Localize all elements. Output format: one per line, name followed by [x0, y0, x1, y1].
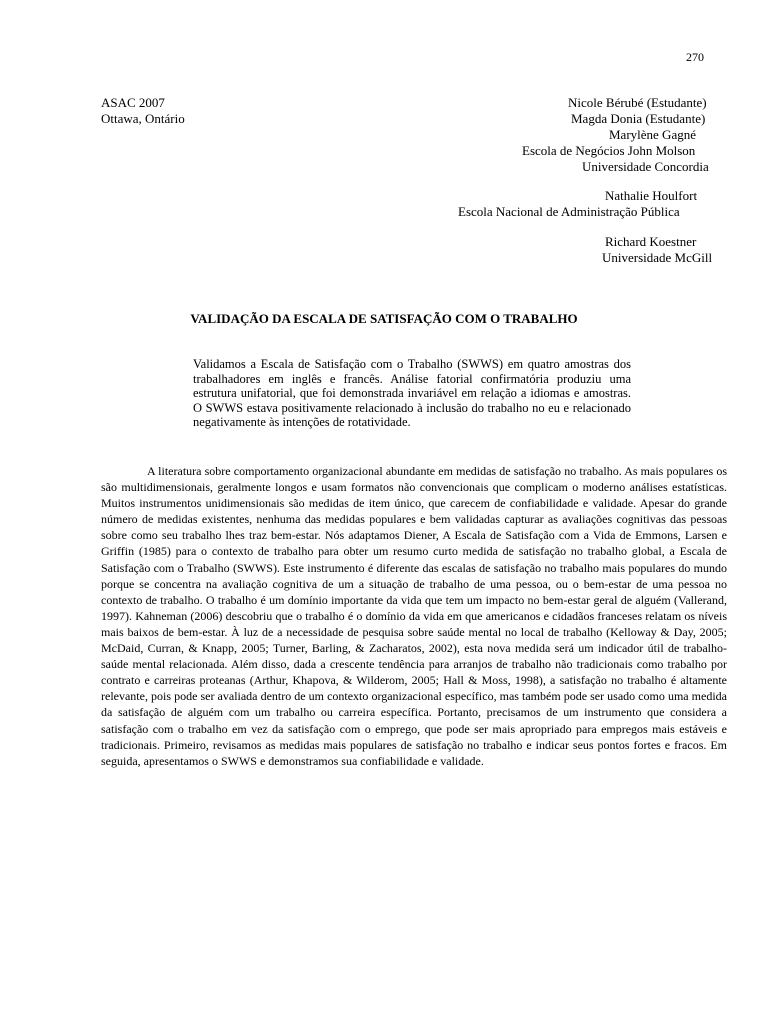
page-number: 270 [686, 50, 704, 64]
author-name: Nicole Bérubé (Estudante) [568, 95, 707, 110]
abstract: Validamos a Escala de Satisfação com o Trabalho (SWWS) em quatro amostras dos trabalhadores em inglês e francês. Análise fatorial confirmatória produziu uma estrutura unifatorial, que foi demonstrada invariável em relação a idiomas e amostras. O SWWS estava positivamente relacionado à inclusão do trabalho no eu e relacionado negativamente às intenções de rotatividade. [193, 357, 631, 429]
author-name: Richard Koestner [605, 234, 697, 249]
conference-location: Ottawa, Ontário [101, 111, 185, 126]
author-affiliation: Universidade Concordia [582, 159, 709, 174]
conference-name: ASAC 2007 [101, 95, 165, 110]
author-name: Magda Donia (Estudante) [571, 111, 706, 126]
author-affiliation: Escola de Negócios John Molson [522, 143, 696, 158]
body-paragraph [101, 463, 727, 769]
author-affiliation: Escola Nacional de Administração Pública [458, 204, 680, 219]
author-name: Nathalie Houlfort [605, 188, 698, 203]
author-affiliation: Universidade McGill [602, 250, 713, 265]
paper-title: VALIDAÇÃO DA ESCALA DE SATISFAÇÃO COM O TRABALHO [190, 311, 578, 326]
conference-info [101, 95, 185, 127]
author-name: Marylène Gagné [609, 127, 696, 142]
body-text: A literatura sobre comportamento organizacional abundante em medidas de satisfação no trabalho. As mais populares os são multidimensionais, geralmente longos e usam formatos não convencionais que complicam o moderno análises estatísticas. Muitos instrumentos unidimensionais são medidas de item único, que carecem de confiabilidade e validade. Apesar do grande número de medidas existentes, nenhuma das medidas populares e bem validadas capturar as avaliações cognitivas das pessoas sobre como seu trabalho lhes traz bem-estar. Nós adaptamos Diener, A Escala de Satisfação com a Vida de Emmons, Larsen e Griffin (1985) para o contexto de trabalho para obter um resumo curto medida de satisfação no trabalho global, a Escala de Satisfação com o Trabalho (SWWS). Este instrumento é diferente das escalas de satisfação no trabalho mais populares do mundo porque se concentra na avaliação cognitiva de um a situação de trabalho de uma pessoa, ou o bem-estar de uma pessoa no contexto de trabalho. O trabalho é um domínio importante da vida que tem um impacto no bem-estar geral de alguém (Vallerand, 1997). Kahneman (2006) descobriu que o trabalho é o domínio da vida em que americanos e cidadãos franceses relatam os níveis mais baixos de bem-estar. À luz de a necessidade de pesquisa sobre saúde mental no local de trabalho (Kelloway & Day, 2005; McDaid, Curran, & Knapp, 2005; Turner, Barling, & Zacharatos, 2002), esta nova medida será um indicador útil de trabalho-saúde mental relacionada. Além disso, dada a crescente tendência para arranjos de trabalho não tradicionais como trabalho por contrato e carreiras proteanas (Arthur, Khapova, & Wilderom, 2005; Hall & Moss, 1998), a satisfação no trabalho é altamente relevante, pois pode ser avaliada dentro de um contexto organizacional específico, mas também pode ser usado como uma medida da satisfação de alguém com um trabalho ou carreira específica. Portanto, precisamos de um instrumento que considera a satisfação com o trabalho em vez da satisfação com o emprego, que pode ser mais apropriado para empregos mais estáveis e tradicionais. Primeiro, revisamos as medidas mais populares de satisfação no trabalho e indicar seus pontos fortes e fracos. Em seguida, apresentamos o SWWS e demonstramos sua confiabilidade e validade. [101, 464, 727, 768]
